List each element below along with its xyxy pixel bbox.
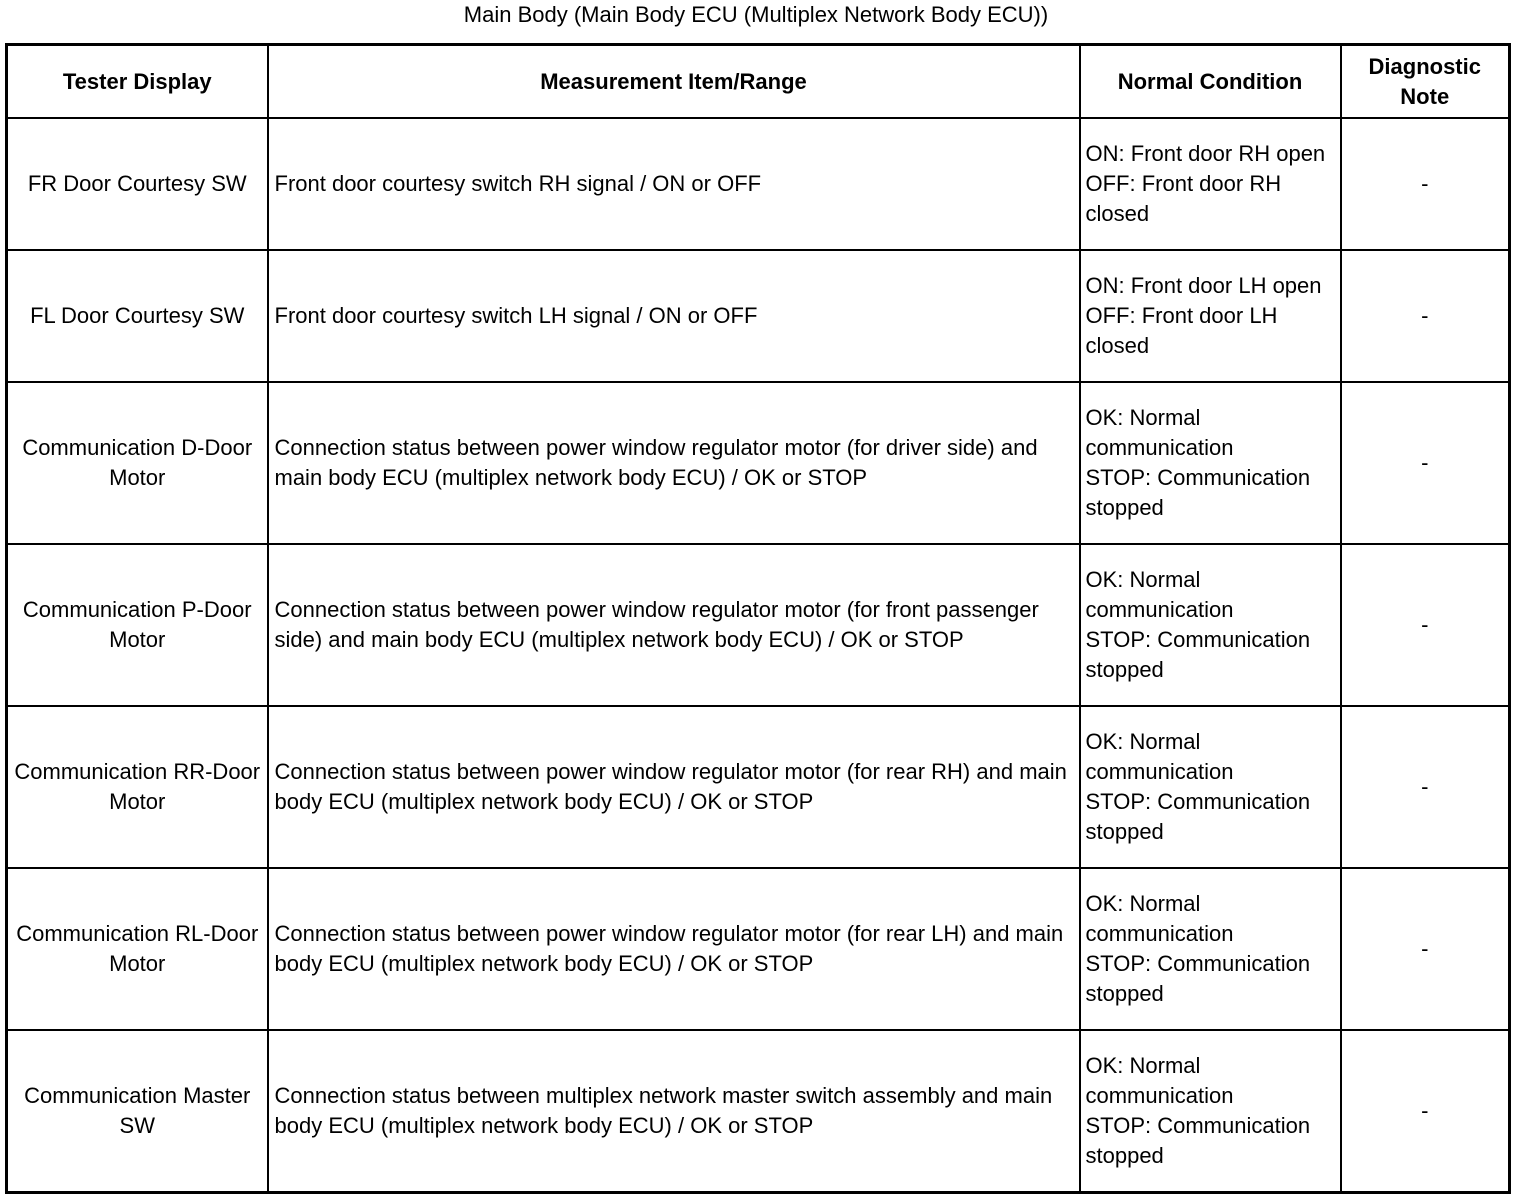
table-row bbox=[7, 382, 1510, 544]
header-measurement: Measurement Item/Range bbox=[268, 45, 1080, 119]
normal-condition-cell: OK: Normal communication STOP: Communication stopped bbox=[1080, 382, 1341, 544]
normal-condition-cell: OK: Normal communication STOP: Communication stopped bbox=[1080, 544, 1341, 706]
measurement-cell: Connection status between power window regulator motor (for rear LH) and main body ECU (multiplex network body ECU) / OK or STOP bbox=[268, 868, 1080, 1030]
diagnostic-note-cell: - bbox=[1341, 250, 1510, 382]
tester-display-cell: Communication P-Door Motor bbox=[7, 544, 268, 706]
tester-display-cell: Communication RR-Door Motor bbox=[7, 706, 268, 868]
measurement-cell: Front door courtesy switch RH signal / ON or OFF bbox=[268, 118, 1080, 250]
table-row bbox=[7, 1030, 1510, 1192]
diagnostic-note-cell: - bbox=[1341, 1030, 1510, 1192]
normal-condition-cell: ON: Front door RH open OFF: Front door RH closed bbox=[1080, 118, 1341, 250]
diagnostic-note-cell: - bbox=[1341, 118, 1510, 250]
document-title: Main Body (Main Body ECU (Multiplex Network Body ECU)) bbox=[463, 2, 1049, 27]
table-row bbox=[7, 118, 1510, 250]
table-row bbox=[7, 544, 1510, 706]
tester-display-cell: FL Door Courtesy SW bbox=[7, 250, 268, 382]
table-header-row bbox=[7, 45, 1510, 119]
measurement-cell: Connection status between multiplex network master switch assembly and main body ECU (multiplex network body ECU) / OK or STOP bbox=[268, 1030, 1080, 1192]
tester-display-cell: Communication RL-Door Motor bbox=[7, 868, 268, 1030]
normal-condition-cell: OK: Normal communication STOP: Communication stopped bbox=[1080, 706, 1341, 868]
header-diagnostic-note: Diagnostic Note bbox=[1341, 45, 1510, 119]
header-normal-condition: Normal Condition bbox=[1080, 45, 1341, 119]
normal-condition-cell: OK: Normal communication STOP: Communication stopped bbox=[1080, 868, 1341, 1030]
table-row bbox=[7, 250, 1510, 382]
measurement-cell: Connection status between power window regulator motor (for driver side) and main body ECU (multiplex network body ECU) / OK or STOP bbox=[268, 382, 1080, 544]
table-row bbox=[7, 706, 1510, 868]
header-tester-display: Tester Display bbox=[7, 45, 268, 119]
measurement-cell: Connection status between power window regulator motor (for front passenger side) and main body ECU (multiplex network body ECU) / OK or STOP bbox=[268, 544, 1080, 706]
tester-display-cell: Communication Master SW bbox=[7, 1030, 268, 1192]
table-row bbox=[7, 868, 1510, 1030]
normal-condition-cell: ON: Front door LH open OFF: Front door LH closed bbox=[1080, 250, 1341, 382]
measurement-cell: Connection status between power window regulator motor (for rear RH) and main body ECU (multiplex network body ECU) / OK or STOP bbox=[268, 706, 1080, 868]
diagnostic-note-cell: - bbox=[1341, 868, 1510, 1030]
diagnostic-note-cell: - bbox=[1341, 706, 1510, 868]
normal-condition-cell: OK: Normal communication STOP: Communication stopped bbox=[1080, 1030, 1341, 1192]
diagnostic-data-table bbox=[5, 43, 1511, 1194]
tester-display-cell: FR Door Courtesy SW bbox=[7, 118, 268, 250]
diagnostic-note-cell: - bbox=[1341, 382, 1510, 544]
tester-display-cell: Communication D-Door Motor bbox=[7, 382, 268, 544]
diagnostic-note-cell: - bbox=[1341, 544, 1510, 706]
measurement-cell: Front door courtesy switch LH signal / ON or OFF bbox=[268, 250, 1080, 382]
